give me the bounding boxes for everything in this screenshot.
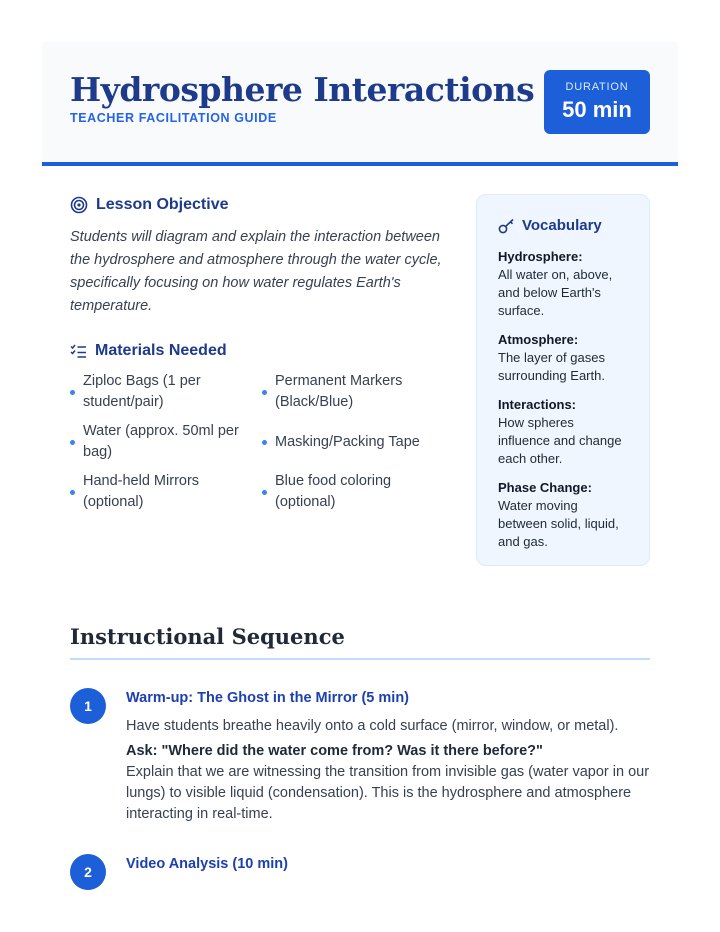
bullet-icon bbox=[70, 440, 75, 445]
materials-list bbox=[70, 371, 450, 513]
vocab-term-definition: Water moving between solid, liquid, and gas. bbox=[498, 498, 619, 549]
bullet-icon bbox=[262, 490, 267, 495]
duration-label: DURATION bbox=[565, 81, 629, 93]
vocab-term-definition: The layer of gases surrounding Earth. bbox=[498, 350, 605, 383]
material-label: Water (approx. 50ml per bag) bbox=[83, 423, 239, 460]
step-ask: Ask: "Where did the water come from? Was it there before?" bbox=[126, 743, 543, 759]
objective-heading bbox=[70, 196, 450, 214]
step-number-badge: 2 bbox=[70, 854, 106, 890]
vocab-term-name: Hydrosphere: bbox=[498, 249, 583, 264]
list-item bbox=[70, 421, 262, 463]
step-title: Video Analysis (10 min) bbox=[126, 856, 288, 872]
vocab-term-name: Phase Change: bbox=[498, 480, 592, 495]
objective-heading-label: Lesson Objective bbox=[96, 196, 229, 213]
vocab-term bbox=[498, 331, 629, 385]
vocab-term bbox=[498, 248, 629, 320]
checklist-icon bbox=[70, 344, 87, 358]
page bbox=[42, 42, 678, 166]
target-icon bbox=[70, 196, 88, 214]
material-label: Masking/Packing Tape bbox=[275, 433, 420, 450]
bullet-icon bbox=[262, 440, 267, 445]
key-icon bbox=[498, 218, 515, 234]
vocab-term bbox=[498, 396, 629, 468]
step-explanation: Explain that we are witnessing the transition from invisible gas (water vapor in our lungs) to visible liquid (condensation). This is the hydrosphere and atmosphere interacting in real-time. bbox=[126, 764, 650, 822]
page-title: Hydrosphere Interactions bbox=[70, 70, 535, 109]
material-label: Permanent Markers (Black/Blue) bbox=[275, 373, 403, 410]
sequence-heading: Instructional Sequence bbox=[70, 624, 345, 649]
vocabulary-heading-label: Vocabulary bbox=[522, 217, 602, 234]
vocab-term-definition: How spheres influence and change each other. bbox=[498, 415, 622, 466]
header bbox=[42, 42, 678, 166]
material-label: Blue food coloring (optional) bbox=[275, 473, 392, 510]
step-intro: Have students breathe heavily onto a cold surface (mirror, window, or metal). bbox=[126, 718, 619, 734]
bullet-icon bbox=[70, 390, 75, 395]
material-label: Ziploc Bags (1 per student/pair) bbox=[83, 373, 201, 410]
vocab-term-name: Interactions: bbox=[498, 397, 577, 412]
material-label: Hand-held Mirrors (optional) bbox=[83, 473, 200, 510]
objective-text: Students will diagram and explain the interaction between the hydrosphere and atmosphere through the water cycle, specifically focusing on how water regulates Earth's temperature. bbox=[70, 229, 442, 314]
list-item bbox=[262, 371, 450, 413]
list-item bbox=[70, 371, 262, 413]
materials-heading-label: Materials Needed bbox=[95, 342, 227, 359]
duration-value: 50 min bbox=[562, 97, 632, 122]
left-column bbox=[70, 196, 450, 513]
vocabulary-card bbox=[476, 194, 650, 566]
page-subtitle: TEACHER FACILITATION GUIDE bbox=[70, 111, 277, 125]
materials-heading bbox=[70, 342, 450, 360]
step-body bbox=[126, 716, 650, 825]
list-item bbox=[262, 421, 450, 463]
bullet-icon bbox=[262, 390, 267, 395]
vocab-term bbox=[498, 479, 629, 551]
vocab-term-definition: All water on, above, and below Earth's surface. bbox=[498, 267, 613, 318]
vocabulary-heading bbox=[498, 217, 629, 234]
list-item bbox=[70, 471, 262, 513]
divider bbox=[70, 658, 650, 660]
step-title: Warm-up: The Ghost in the Mirror (5 min) bbox=[126, 690, 410, 706]
bullet-icon bbox=[70, 490, 75, 495]
vocab-term-name: Atmosphere: bbox=[498, 332, 579, 347]
duration-badge bbox=[544, 70, 650, 134]
list-item bbox=[262, 471, 450, 513]
step-number-badge: 1 bbox=[70, 688, 106, 724]
